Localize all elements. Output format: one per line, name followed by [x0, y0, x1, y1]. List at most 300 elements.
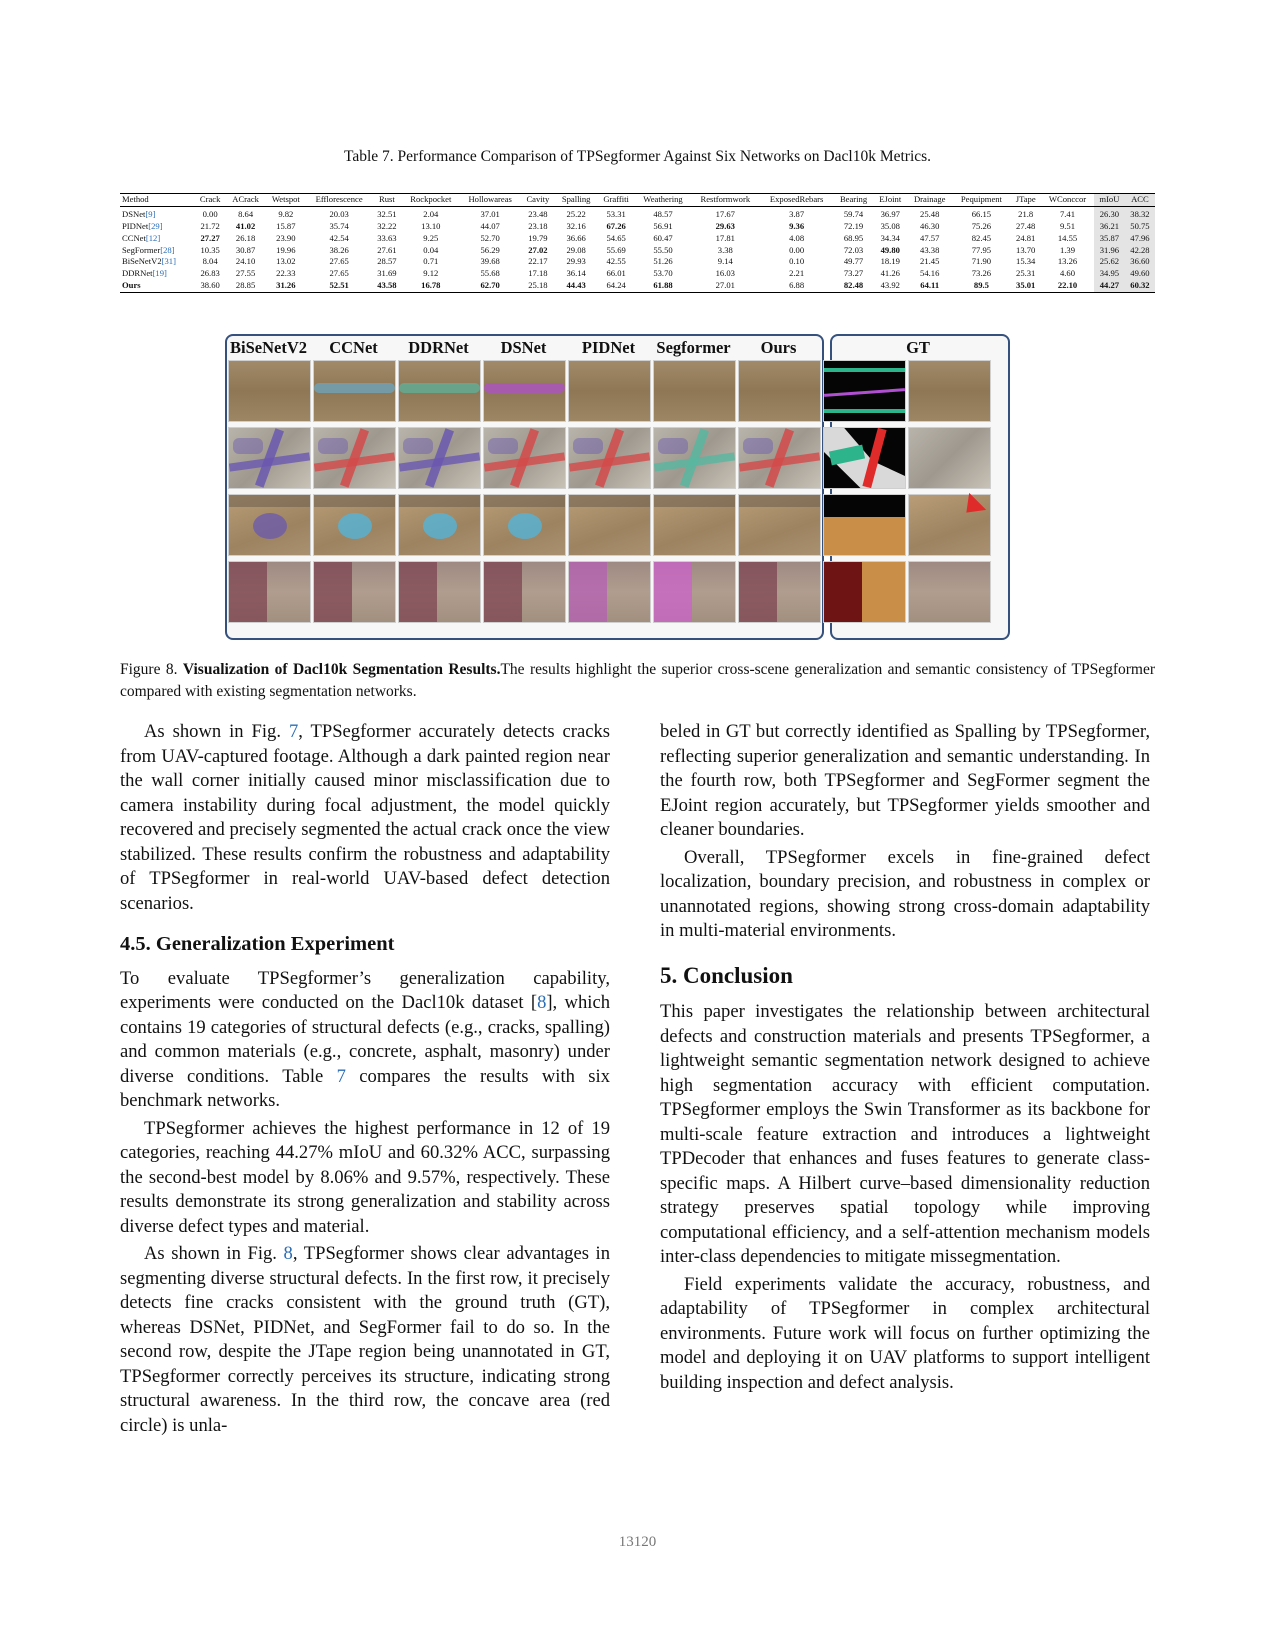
value-cell: 43.38 [920, 244, 940, 255]
value-cell: 13.02 [276, 256, 296, 267]
text-run: As shown in Fig. [144, 721, 289, 742]
value-cell: 27.65 [329, 268, 349, 279]
segmentation-mask [654, 562, 692, 622]
ground-truth-mask [823, 494, 906, 556]
value-cell: 47.96 [1125, 233, 1155, 245]
column-header: Wetspot [271, 194, 300, 204]
value-cell: 49.80 [880, 244, 900, 255]
dark-band [739, 495, 820, 507]
value-cell: 27.61 [377, 244, 397, 255]
segmentation-mask [743, 438, 773, 454]
value-cell: 44.27 [1094, 280, 1125, 292]
citation-link[interactable]: [29] [148, 220, 163, 231]
prediction-thumbnail [483, 360, 566, 422]
value-cell: 49.60 [1125, 268, 1155, 280]
value-cell: 72.03 [843, 244, 864, 255]
prediction-thumbnail [483, 427, 566, 489]
prediction-thumbnail [738, 427, 821, 489]
segmentation-mask [423, 513, 457, 539]
ground-truth-image [908, 427, 991, 489]
value-cell: 56.29 [480, 244, 500, 255]
value-cell: 23.18 [528, 220, 548, 231]
value-cell: 25.22 [566, 208, 586, 219]
mask-region [824, 562, 862, 622]
prediction-thumbnail [228, 561, 311, 623]
value-cell: 36.97 [880, 208, 900, 219]
segmentation-mask [318, 438, 348, 454]
value-cell: 9.51 [1059, 220, 1076, 231]
value-cell: 15.34 [1016, 256, 1036, 267]
value-cell: 13.26 [1057, 256, 1078, 267]
value-cell: 9.12 [423, 268, 439, 279]
value-cell: 51.26 [653, 256, 673, 267]
value-cell: 27.02 [528, 244, 548, 255]
value-cell: 35.74 [329, 220, 349, 231]
mask-region [824, 409, 905, 413]
mask-region [824, 517, 905, 555]
value-cell: 17.81 [715, 232, 735, 243]
paragraph-continued: beled in GT but correctly identified as Spalling by TPSegformer, reflecting superior generalization and semantic understanding. In the fourth row, both TPSegformer and SegFormer segment the EJoint region accurately, but TPSegformer yields smoother and cleaner boundaries. [660, 721, 1150, 840]
value-cell: 4.60 [1059, 268, 1076, 279]
value-cell: 73.26 [971, 268, 992, 279]
column-header: Rust [379, 194, 395, 204]
value-cell: 18.19 [880, 256, 900, 267]
value-cell: 23.48 [528, 208, 548, 219]
value-cell: 17.67 [715, 208, 735, 219]
column-header: Rockpocket [410, 194, 452, 204]
value-cell: 28.57 [377, 256, 397, 267]
method-cell [120, 233, 194, 245]
value-cell: 0.00 [202, 208, 218, 219]
prediction-thumbnail [313, 427, 396, 489]
value-cell: 55.50 [653, 244, 673, 255]
value-cell: 34.34 [880, 232, 900, 243]
value-cell: 64.11 [920, 280, 940, 291]
left-column [120, 720, 610, 1441]
value-cell: 39.68 [480, 256, 500, 267]
value-cell: 22.10 [1057, 280, 1078, 291]
value-cell: 0.10 [789, 256, 805, 267]
value-cell: 62.70 [480, 280, 500, 291]
value-cell: 67.26 [606, 220, 626, 231]
paragraph-visualization [120, 1242, 610, 1438]
column-header: Cavity [526, 194, 550, 204]
segmentation-mask [233, 438, 263, 454]
value-cell: 19.96 [276, 244, 296, 255]
column-header: Spalling [561, 194, 591, 204]
column-header: Restformwork [700, 194, 751, 204]
value-cell: 36.14 [566, 268, 586, 279]
table-row [120, 245, 1155, 257]
value-cell: 54.65 [606, 232, 626, 243]
segmentation-mask [229, 562, 267, 622]
prediction-thumbnail [738, 561, 821, 623]
column-label: DSNet [500, 338, 547, 357]
segmentation-mask [399, 562, 437, 622]
value-cell: 27.55 [235, 268, 256, 279]
value-cell: 52.70 [480, 232, 500, 243]
value-cell: 29.08 [566, 244, 586, 255]
table-row [120, 206, 1155, 220]
prediction-thumbnail [313, 494, 396, 556]
value-cell: 27.27 [200, 232, 220, 243]
ground-truth-image [908, 561, 991, 623]
value-cell: 50.75 [1125, 221, 1155, 233]
value-cell: 16.78 [421, 280, 441, 291]
column-header: ACC [1125, 194, 1155, 207]
prediction-thumbnail [568, 360, 651, 422]
segmentation-mask [484, 383, 565, 393]
value-cell: 53.31 [606, 208, 626, 219]
text-run: , TPSegformer accurately detects cracks from UAV-captured footage. Although a dark painted region near the wall corner initially caused minor misclassification due to camera instability during focal adjustment, the model quickly recovered and precisely segmented the actual crack once the view stabilized. These results confirm the robustness and adaptability of TPSegformer in real-world UAV-based defect detection scenarios. [120, 721, 611, 914]
value-cell: 22.17 [528, 256, 548, 267]
table-header-row [120, 194, 1155, 207]
segmentation-mask [484, 562, 522, 622]
value-cell: 3.87 [789, 208, 805, 219]
value-cell: 32.22 [377, 220, 397, 231]
column-header: JTape [1015, 194, 1036, 204]
value-cell: 37.01 [480, 208, 500, 219]
value-cell: 41.26 [880, 268, 900, 279]
value-cell: 16.03 [715, 268, 735, 279]
value-cell: 75.26 [971, 220, 992, 231]
method-name: BiSeNetV2 [122, 256, 162, 267]
mask-region [824, 388, 905, 397]
column-label: DDRNet [408, 338, 469, 357]
table-row [120, 221, 1155, 233]
dark-band [399, 495, 480, 507]
value-cell: 26.83 [200, 268, 220, 279]
table-body [120, 206, 1155, 292]
value-cell: 21.8 [1018, 208, 1034, 219]
value-cell: 35.08 [880, 220, 900, 231]
prediction-thumbnail [653, 561, 736, 623]
value-cell: 27.65 [329, 256, 349, 267]
figure-ref-link[interactable]: 8 [283, 1243, 293, 1264]
value-cell: 46.30 [920, 220, 940, 231]
column-header: Bearing [839, 194, 868, 204]
column-header: ExposedRebars [769, 194, 824, 204]
citation-link[interactable]: 8 [537, 992, 547, 1013]
column-header: WConccor [1048, 194, 1087, 204]
column-label: GT [906, 338, 930, 357]
value-cell: 41.02 [235, 220, 256, 231]
column-header: mIoU [1094, 194, 1125, 207]
column-header: Hollowareas [468, 194, 512, 204]
paragraph-uav [120, 720, 610, 916]
text-run: To evaluate TPSegformer’s generalization capability, experiments were conducted on the Dacl10k dataset [ [120, 967, 610, 1013]
segmentation-mask [658, 438, 688, 454]
results-table-container [120, 193, 1155, 293]
dark-band [484, 495, 565, 507]
segmentation-mask [403, 438, 433, 454]
value-cell: 8.04 [202, 256, 218, 267]
prediction-thumbnail [228, 360, 311, 422]
method-cell [120, 221, 194, 233]
value-cell: 28.85 [235, 280, 256, 291]
segmentation-mask [488, 438, 518, 454]
text-run: , TPSegformer shows clear advantages in segmenting diverse structural defects. In the first row, it precisely detects fine cracks consistent with the ground truth (GT), whereas DSNet, PIDNet, and SegFormer fail to do so. In the second row, despite the JTape region being unannotated in GT, TPSegformer correctly perceives its structure, indicating strong structural awareness. In the third row, the concave area (red circle) is unla- [120, 1243, 611, 1436]
prediction-thumbnail [398, 360, 481, 422]
value-cell: 31.69 [377, 268, 397, 279]
value-cell: 27.48 [1016, 220, 1036, 231]
value-cell: 6.88 [789, 280, 805, 291]
value-cell: 35.87 [1094, 233, 1125, 245]
table-row [120, 256, 1155, 268]
value-cell: 21.72 [200, 220, 220, 231]
value-cell: 33.63 [377, 232, 397, 243]
citation-link[interactable]: [31] [161, 256, 176, 267]
value-cell: 55.68 [480, 268, 500, 279]
method-cell [120, 268, 194, 280]
mask-region [824, 368, 905, 372]
figure-caption-title: Visualization of Dacl10k Segmentation Results. [182, 661, 501, 678]
prediction-thumbnail [653, 427, 736, 489]
value-cell: 59.74 [843, 208, 864, 219]
text-run: ], which contains 19 categories of structural defects (e.g., cracks, spalling) and common materials (e.g., concrete, asphalt, masonry) under diverse conditions. Table [120, 992, 611, 1087]
column-label: PIDNet [581, 338, 636, 357]
prediction-thumbnail [653, 360, 736, 422]
prediction-thumbnail [398, 494, 481, 556]
value-cell: 25.18 [528, 280, 548, 291]
prediction-thumbnail [653, 494, 736, 556]
value-cell: 49.77 [843, 256, 864, 267]
segmentation-mask [399, 383, 480, 393]
dark-band [314, 495, 395, 507]
value-cell: 15.87 [276, 220, 296, 231]
prediction-thumbnail [483, 494, 566, 556]
value-cell: 52.51 [329, 280, 349, 291]
method-cell [120, 256, 194, 268]
ground-truth-image [908, 360, 991, 422]
ground-truth-mask [823, 427, 906, 489]
column-label: CCNet [329, 338, 378, 357]
prediction-thumbnail [313, 561, 396, 623]
value-cell: 19.79 [528, 232, 548, 243]
value-cell: 73.27 [843, 268, 864, 279]
value-cell: 13.10 [421, 220, 441, 231]
column-label: Ours [760, 338, 797, 357]
prediction-thumbnail [398, 561, 481, 623]
segmentation-mask [573, 438, 603, 454]
value-cell: 71.90 [971, 256, 992, 267]
value-cell: 3.38 [717, 244, 733, 255]
value-cell: 27.01 [715, 280, 735, 291]
segmentation-mask [508, 513, 542, 539]
value-cell: 48.57 [653, 208, 673, 219]
results-table [120, 193, 1155, 293]
method-name: Ours [122, 280, 141, 291]
citation-link[interactable]: [12] [145, 232, 161, 243]
value-cell: 44.07 [480, 220, 500, 231]
page-number: 13120 [618, 1534, 657, 1550]
column-header: EJoint [879, 194, 902, 204]
segmentation-mask [739, 562, 777, 622]
column-header: ACrack [232, 194, 259, 204]
section-heading-generalization: 4.5. Generalization Experiment [120, 933, 395, 955]
table-row [120, 233, 1155, 245]
prediction-thumbnail [738, 360, 821, 422]
value-cell: 9.25 [423, 232, 439, 243]
value-cell: 89.5 [973, 280, 989, 291]
paragraph-dataset [120, 967, 610, 1114]
value-cell: 0.71 [423, 256, 439, 267]
value-cell: 0.04 [423, 244, 439, 255]
value-cell: 38.32 [1125, 206, 1155, 220]
value-cell: 38.26 [329, 244, 349, 255]
value-cell: 44.43 [566, 280, 586, 291]
dark-band [569, 495, 650, 507]
value-cell: 36.21 [1094, 221, 1125, 233]
text-run: compares the results with six benchmark networks. [120, 1065, 610, 1111]
column-label: Segformer [656, 338, 731, 357]
value-cell: 9.14 [717, 256, 733, 267]
value-cell: 14.55 [1057, 232, 1078, 243]
value-cell: 2.21 [789, 268, 805, 279]
column-header: Efflorescence [315, 194, 363, 204]
value-cell: 55.69 [606, 244, 626, 255]
value-cell: 42.54 [329, 232, 349, 243]
dark-band [654, 495, 735, 507]
value-cell: 42.55 [606, 256, 626, 267]
value-cell: 24.81 [1016, 232, 1036, 243]
figure-caption-label: Figure 8. [120, 661, 178, 678]
method-name: DSNet [122, 208, 146, 219]
value-cell: 66.01 [606, 268, 626, 279]
prediction-thumbnail [568, 427, 651, 489]
value-cell: 31.96 [1094, 245, 1125, 257]
prediction-thumbnail [398, 427, 481, 489]
prediction-thumbnail [228, 494, 311, 556]
figure-8 [225, 334, 1045, 640]
value-cell: 25.48 [920, 208, 940, 219]
value-cell: 56.91 [653, 220, 673, 231]
value-cell: 34.95 [1094, 268, 1125, 280]
column-label: BiSeNetV2 [230, 338, 307, 357]
prediction-thumbnail [568, 494, 651, 556]
value-cell: 8.64 [238, 208, 254, 219]
paragraph-future-work: Field experiments validate the accuracy, robustness, and adaptability of TPSegformer in complex architectural environments. Future work will focus on further optimizing the model and deploying it on UAV platforms to support intelligent building inspection and defect analysis. [660, 1273, 1150, 1393]
prediction-thumbnail [738, 494, 821, 556]
value-cell: 36.66 [566, 232, 586, 243]
segmentation-mask [314, 562, 352, 622]
value-cell: 9.36 [789, 220, 805, 231]
column-header: Pequipment [960, 194, 1002, 204]
ground-truth-mask [823, 561, 906, 623]
prediction-thumbnail [483, 561, 566, 623]
value-cell: 10.35 [200, 244, 220, 255]
column-header: Weathering [643, 194, 683, 204]
value-cell: 47.57 [920, 232, 940, 243]
value-cell: 7.41 [1059, 208, 1076, 219]
right-column [660, 720, 1150, 1398]
figure-ref-link[interactable]: 7 [288, 721, 299, 742]
method-name: DDRNet [122, 268, 153, 279]
value-cell: 43.58 [377, 280, 397, 291]
paragraph-overall: Overall, TPSegformer excels in fine-grained defect localization, boundary precision, and robustness in complex or unannotated regions, showing strong cross-domain adaptability in multi-material environments. [660, 846, 1150, 941]
dark-band [229, 495, 310, 507]
value-cell: 30.87 [235, 244, 256, 255]
table-row [120, 280, 1155, 292]
column-header: Crack [199, 194, 221, 204]
table-ref-link[interactable]: 7 [336, 1065, 346, 1087]
column-header: Method [122, 194, 149, 204]
value-cell: 53.70 [653, 268, 673, 279]
value-cell: 25.62 [1094, 256, 1125, 268]
citation-link[interactable]: [9] [145, 208, 156, 219]
column-header: Drainage [913, 194, 946, 204]
figure-caption [120, 659, 1155, 703]
value-cell: 25.31 [1016, 268, 1036, 279]
value-cell: 35.01 [1016, 280, 1036, 291]
value-cell: 82.48 [843, 280, 864, 291]
value-cell: 60.32 [1125, 280, 1155, 292]
prediction-thumbnail [228, 427, 311, 489]
value-cell: 61.88 [653, 280, 673, 291]
value-cell: 32.16 [566, 220, 586, 231]
value-cell: 32.51 [377, 208, 397, 219]
paragraph-performance: TPSegformer achieves the highest performance in 12 of 19 categories, reaching 44.27% mIoU and 60.32% ACC, surpassing the second-best model by 8.06% and 9.57%, respectively. These results demonstrate its strong generalization and stability across diverse defect types and material. [120, 1117, 610, 1237]
table-row [120, 268, 1155, 280]
citation-link[interactable]: [19] [152, 268, 167, 279]
segmentation-mask [314, 383, 395, 393]
value-cell: 72.19 [843, 220, 864, 231]
segmentation-mask [569, 562, 607, 622]
value-cell: 1.39 [1059, 244, 1076, 255]
value-cell: 26.30 [1094, 206, 1125, 220]
figure-caption-text: The results highlight the superior cross-scene generalization and semantic consistency of TPSegformer compared with existing segmentation networks. [120, 661, 1156, 700]
method-cell [120, 245, 194, 257]
method-cell [120, 280, 194, 292]
ground-truth-mask [823, 360, 906, 422]
value-cell: 26.18 [235, 232, 256, 243]
value-cell: 77.95 [971, 244, 992, 255]
value-cell: 31.26 [276, 280, 296, 291]
value-cell: 64.24 [606, 280, 626, 291]
table-caption: Table 7. Performance Comparison of TPSegformer Against Six Networks on Dacl10k Metrics. [343, 148, 932, 165]
paragraph-conclusion: This paper investigates the relationship between architectural defects and construction materials and presents TPSegformer, a lightweight semantic segmentation network designed to achieve high segmentation accuracy with efficient computation. TPSegformer employs the Swin Transformer as its backbone for multi-scale feature extraction and introduces a lightweight TPDecoder that enhances and fuses features to generate class-specific maps. A Hilbert curve–based dimensionality reduction strategy preserves spatial topology while improving computational efficiency, and a self-attention mechanism models inter-class dependencies to mitigate missegmentation. [660, 1001, 1150, 1267]
value-cell: 68.95 [843, 232, 864, 243]
value-cell: 23.90 [276, 232, 296, 243]
value-cell: 29.93 [566, 256, 586, 267]
value-cell: 17.18 [528, 268, 548, 279]
value-cell: 13.70 [1016, 244, 1036, 255]
value-cell: 24.10 [235, 256, 256, 267]
column-header: Graffiti [603, 194, 629, 204]
value-cell: 2.04 [423, 208, 439, 219]
method-name: PIDNet [122, 220, 149, 231]
value-cell: 54.16 [920, 268, 940, 279]
method-name: SegFormer [122, 244, 161, 255]
value-cell: 9.82 [278, 208, 294, 219]
segmentation-mask [338, 513, 372, 539]
value-cell: 60.47 [653, 232, 673, 243]
prediction-thumbnail [313, 360, 396, 422]
value-cell: 0.00 [789, 244, 805, 255]
method-name: CCNet [122, 232, 146, 243]
segmentation-mask [253, 513, 287, 539]
value-cell: 21.45 [920, 256, 940, 267]
citation-link[interactable]: [28] [160, 244, 175, 255]
value-cell: 38.60 [200, 280, 220, 291]
mask-region [824, 495, 905, 517]
method-cell [120, 206, 194, 220]
value-cell: 22.33 [276, 268, 296, 279]
value-cell: 36.60 [1125, 256, 1155, 268]
value-cell: 4.08 [789, 232, 805, 243]
value-cell: 43.92 [880, 280, 900, 291]
value-cell: 42.28 [1125, 245, 1155, 257]
